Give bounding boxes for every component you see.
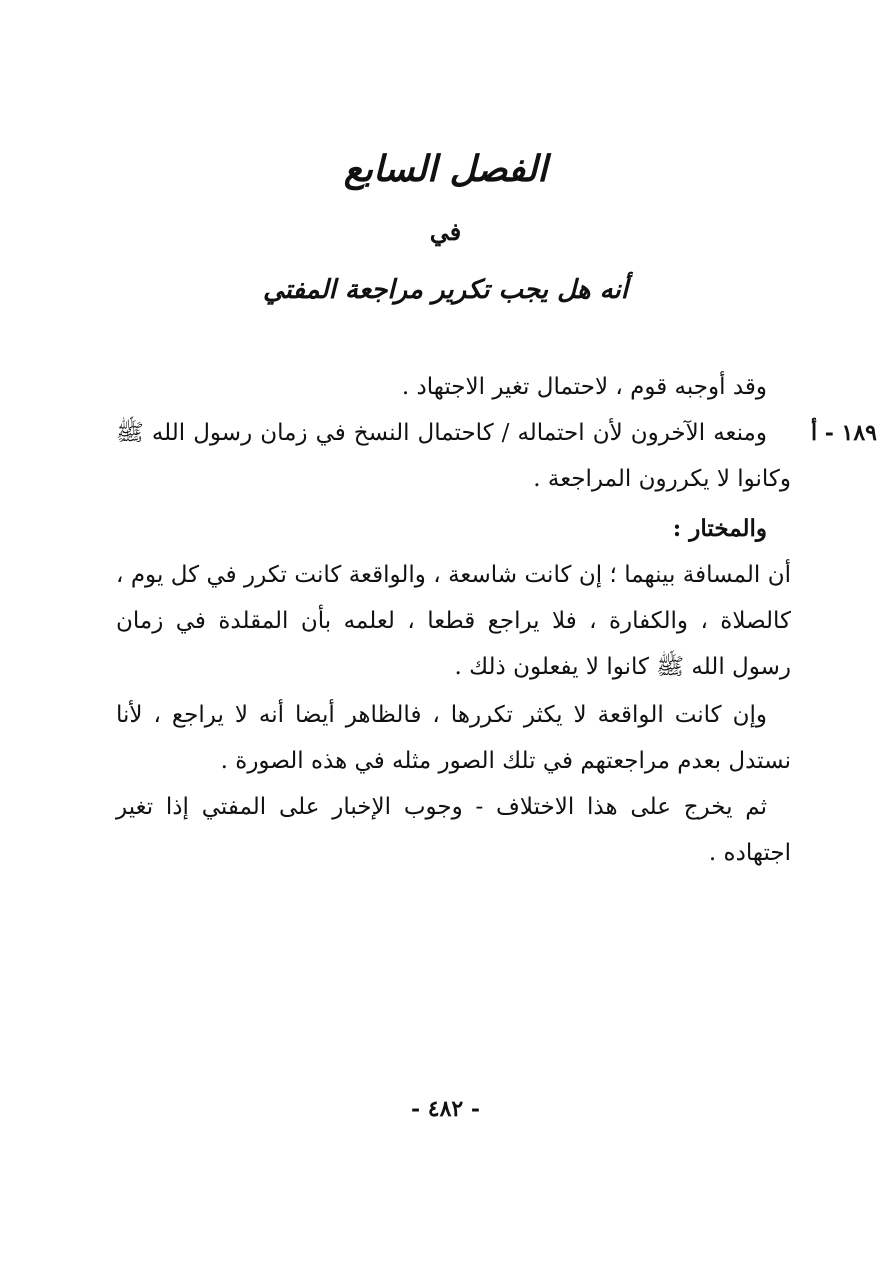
paragraph-4: أن المسافة بينهما ؛ إن كانت شاسعة ، والواقعة كانت تكرر في كل يوم ، كالصلاة ، والكفارة ، فلا يراجع قطعا ، لعلمه بأن المقلدة في زمان رسول الله ﷺ كانوا لا يفعلون ذلك .	[116, 562, 791, 680]
paragraph-1: وقد أوجبه قوم ، لاحتمال تغير الاجتهاد .	[401, 374, 767, 400]
chapter-fi-line: في	[429, 217, 462, 246]
paragraph-3-heading: والمختار :	[672, 515, 767, 542]
chapter-subtitle: أنه هل يجب تكرير مراجعة المفتي	[262, 275, 629, 305]
manuscript-folio-marker: ١٨٩ - أ	[810, 420, 877, 446]
chapter-title: الفصل السابع	[343, 148, 548, 190]
page-number: - ٤٨٢ -	[410, 1096, 481, 1122]
paragraph-6: ثم يخرج على هذا الاختلاف - وجوب الإخبار على المفتي إذا تغير اجتهاده .	[116, 794, 791, 866]
paragraph-2: ومنعه الآخرون لأن احتماله / كاحتمال النسخ في زمان رسول الله ﷺ وكانوا لا يكررون المراجعة .	[116, 420, 791, 492]
paragraph-5: وإن كانت الواقعة لا يكثر تكررها ، فالظاهر أيضا أنه لا يراجع ، لأنا نستدل بعدم مراجعتهم في تلك الصور مثله في هذه الصورة .	[116, 702, 791, 774]
